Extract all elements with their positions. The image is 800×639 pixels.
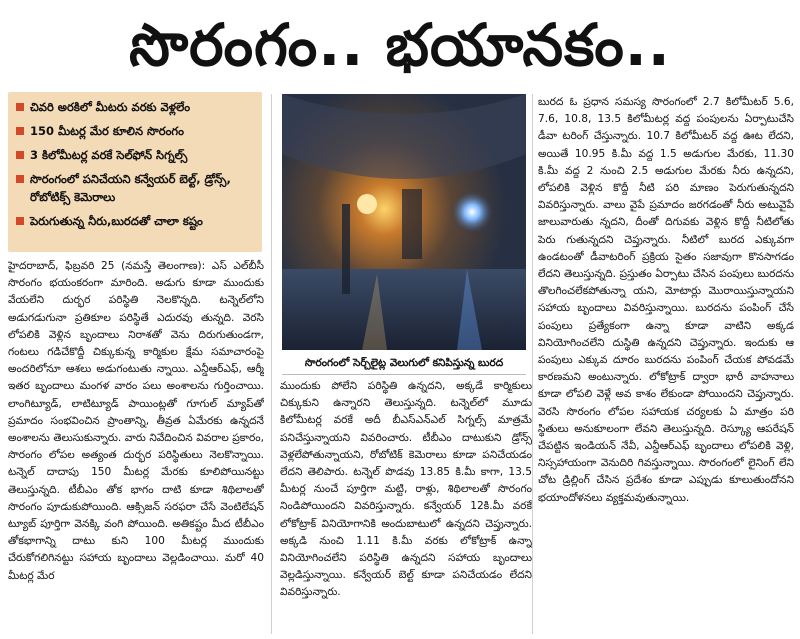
article-column-3 bbox=[538, 94, 794, 636]
square-bullet-icon bbox=[16, 175, 24, 183]
highlight-text: పెరుగుతున్న నీరు,బురదతో చాలా కష్టం bbox=[30, 214, 203, 228]
highlights-box bbox=[8, 92, 262, 252]
column-divider bbox=[532, 94, 533, 634]
highlight-item bbox=[16, 146, 256, 164]
highlight-item bbox=[16, 212, 256, 230]
headline: సొరంగం.. భయానకం.. bbox=[129, 11, 671, 79]
article-text: హైదరాబాద్, ఫిబ్రవరి 25 (నమస్తే తెలంగాణ): ఎస్ ఎల్‌బీసీ సొరంగం భయంకరంగా మారింది. అడుగు కూడా ముందుకు వేయలేని దుర్భర పరిస్థితి నెలకొన్నది. టన్నెల్‌లోని అడుగడుగునా ప్రతికూల పరిస్థితే ఎదురవు తున్నది. వెరసి లోపలికి వెళ్లిన బృందాలు నిరాశతో వెను దిరుగుతుండగా, గంటలు గడిచేకొద్దీ చిక్కుకున్న కార్మికుల క్షేమ సమాచారంపై అందరిలోనూ ఆశలు అడుగంటుతు న్నాయి. ఎన్డీఆర్‌ఎఫ్, ఆర్మీ ఇతర బృందాలు మంగళ వారం పలు అంశాలను గుర్తించాయి. లాంగిట్యూడ్, లాటిట్యూడ్ పాయింట్లతో గూగుల్ మ్యాప్‌తో ప్రమాదం సంభవించిన ప్రాంతాన్ని, తీవ్రత ఏమేరకు ఉన్నదనే అంశాలను తెలుసుకున్నారు. వారు నివేదించిన వివరాల ప్రకారం, సొరంగం లోపల అత్యంత దుర్భర పరిస్థితులు నెలకొన్నాయి. టన్నెల్ దాదాపు 150 మీటర్ల మేరకు కూలిపోయినట్టు తెలుస్తున్నది. టీబీఎం తోక భాగం దాటి కూడా శిథిలాలతో సొరంగం పూడుకుపోయింది. ఆక్సిజన్ సరఫరా చేసే వెంటిలేషన్ ట్యూబ్ పూర్తిగా వెనక్కి వంగి పోయింది. అతికష్టం మీద టీబీఎం తోకభాగాన్ని దాటు కుని 100 మీటర్ల ముందుకు చేరుకోగలిగినట్టు సహాయ బృందాలు వెల్లడించాయి. మరో 40 మీటర్ల మేర bbox=[8, 260, 264, 582]
photo-caption: సొరంగంలో సెర్చ్‌లైట్ల వెలుగులో కనిపిస్తున్న బురద bbox=[282, 352, 526, 375]
square-bullet-icon bbox=[16, 127, 24, 135]
highlight-text: 3 కిలోమీటర్ల వరకే సెల్‌ఫోన్ సిగ్నల్స్ bbox=[30, 148, 188, 162]
square-bullet-icon bbox=[16, 217, 24, 225]
highlights-list bbox=[8, 92, 262, 230]
square-bullet-icon bbox=[16, 151, 24, 159]
article-column-1 bbox=[8, 258, 264, 636]
highlight-item bbox=[16, 98, 256, 116]
article-column-2 bbox=[280, 378, 532, 636]
highlight-text: చివరి అరకిలో మీటరు వరకు వెళ్లలేం bbox=[30, 100, 191, 114]
tunnel-photo-illustration bbox=[282, 94, 526, 350]
highlight-item bbox=[16, 170, 256, 206]
highlight-item bbox=[16, 122, 256, 140]
square-bullet-icon bbox=[16, 103, 24, 111]
column-divider bbox=[271, 94, 272, 634]
highlight-text: సొరంగంలో పనిచేయని కన్వేయర్ బెల్ట్, డ్రోన్స్, రోబోటిక్స్ కెమెరాలు bbox=[30, 172, 231, 204]
article-text: ముందుకు పోలేని పరిస్థితి ఉన్నదని, అక్కడే కార్మికులు చిక్కుకుని ఉన్నారని తెలుస్తున్నది. టన్నెల్‌లో మూడు కిలోమీటర్ల వరకే అదీ బీఎస్ఎన్ఎల్ సిగ్నల్స్ మాత్రమే పనిచేస్తున్నాయని వివరించారు. టీబీఎం దాటుకుని డ్రోన్స్ వెళ్లలేపోతున్నాయని, రోబోటిక్ కెమెరాలు కూడా పనిచేయడం లేదని తెలిపారు. టన్నెల్ పొడవు 13.85 కి.మీ కాగా, 13.5 మీటర్ల నుంచే పూర్తిగా మట్టి, రాళ్లు, శిథిలాలతో సొరంగం నిండిపోయిందని వివరిస్తున్నారు. కన్వేయర్ 12కి.మీ వరకే లోకోట్రాక్ వినియోగానికి అందుబాటులో ఉన్నదని చెప్తున్నారు. అక్కడి నుంచి 1.11 కి.మీ వరకు లోకోట్రాక్ ఉన్నా వినియోగించలేని పరిస్థితి ఉన్నదని సహాయ బృందాలు వెల్లడిస్తున్నాయి. కన్వేయర్ బెల్ట్ కూడా పనిచేయడం లేదని వివరిస్తున్నారు. bbox=[280, 380, 532, 599]
tunnel-photo bbox=[282, 94, 526, 350]
highlight-text: 150 మీటర్ల మేర కూలిన సొరంగం bbox=[30, 124, 184, 138]
article-text: బురద ఓ ప్రధాన సమస్య సొరంగంలో 2.7 కిలోమీటర్ 5.6, 7.6, 10.8, 13.5 కిలోమీటర్ల వద్ద పంపులను ఏర్పాటుచేసి డీవా టరింగ్ చేస్తున్నారు. 10.7 కిలోమీటర్ వద్ద ఊట లేదని, అయితే 10.95 కి.మీ వద్ద 1.5 అడుగుల మేరకు, 11.30 కి.మీ వద్ద 2 నుంచి 2.5 అడుగుల మేరకు నీరు ఉన్నదని, లోపలికి వెళ్లిన కొద్దీ నీటి పరి మాణం పెరుగుతున్నదని వివరిస్తున్నారు. వాలు వైపే ప్రమాదం జరగడంతో నీరు అటువైపే జాలువారుతు న్నదని, దీంతో దిగువకు వెళ్లిన కొద్దీ నీటిలోతు పెరు గుతున్నదని చెప్తున్నారు. నీటిలో బురద ఎక్కువగా ఉండటంతో డీవాటరింగ్ ప్రక్రియ సైతం సజావుగా కొనసాగడం లేదని తెలుస్తున్నది. ప్రస్తుతం ఏర్పాటు చేసిన పంపులు బురదను తొలగించలేకపోతున్నా యని, మోటార్లు మొరాయిస్తున్నాయని సహాయ బృందాలు వివరిస్తున్నాయి. బురదను పంపింగ్ చేసే పంపులు ప్రత్యేకంగా ఉన్నా కూడా వాటిని అక్కడ వినియోగించలేని దుస్థితి ఉన్నదని చెప్తున్నారు. ఇందుకు ఆ పంపులు ఎక్కువ దూరం బురదను పంపింగ్ చేయక పోవడమే కారణమని అంటున్నారు. లోకోట్రాక్ ద్వారా భారీ వాహనాలు కూడా లోపలి వెళ్లే అవ కాశం లేకుండా పోయిందని చెప్తున్నారు. వెరసి సొరంగం లోపల సహాయక చర్యలకు ఏ మాత్రం పరి స్థితులు అనుకూలంగా లేవని తెలుస్తున్నది. రెస్క్యూ ఆపరేషన్ చేపట్టిన ఇండియన్ నేవీ, ఎన్డీఆర్‌ఎఫ్ బృందాలు లోపలికి వెళ్లి, నిస్సహాయంగా వెనుదిరి గివస్తున్నాయి. సొరంగంలో లైనింగ్ లేని చోట డ్రిల్లింగ్ చేసిన ప్రదేశం కూడా ఎప్పుడు కూలుతుందోనని భయాందోళనలు వ్యక్తమవుతున్నాయి. bbox=[538, 96, 794, 504]
